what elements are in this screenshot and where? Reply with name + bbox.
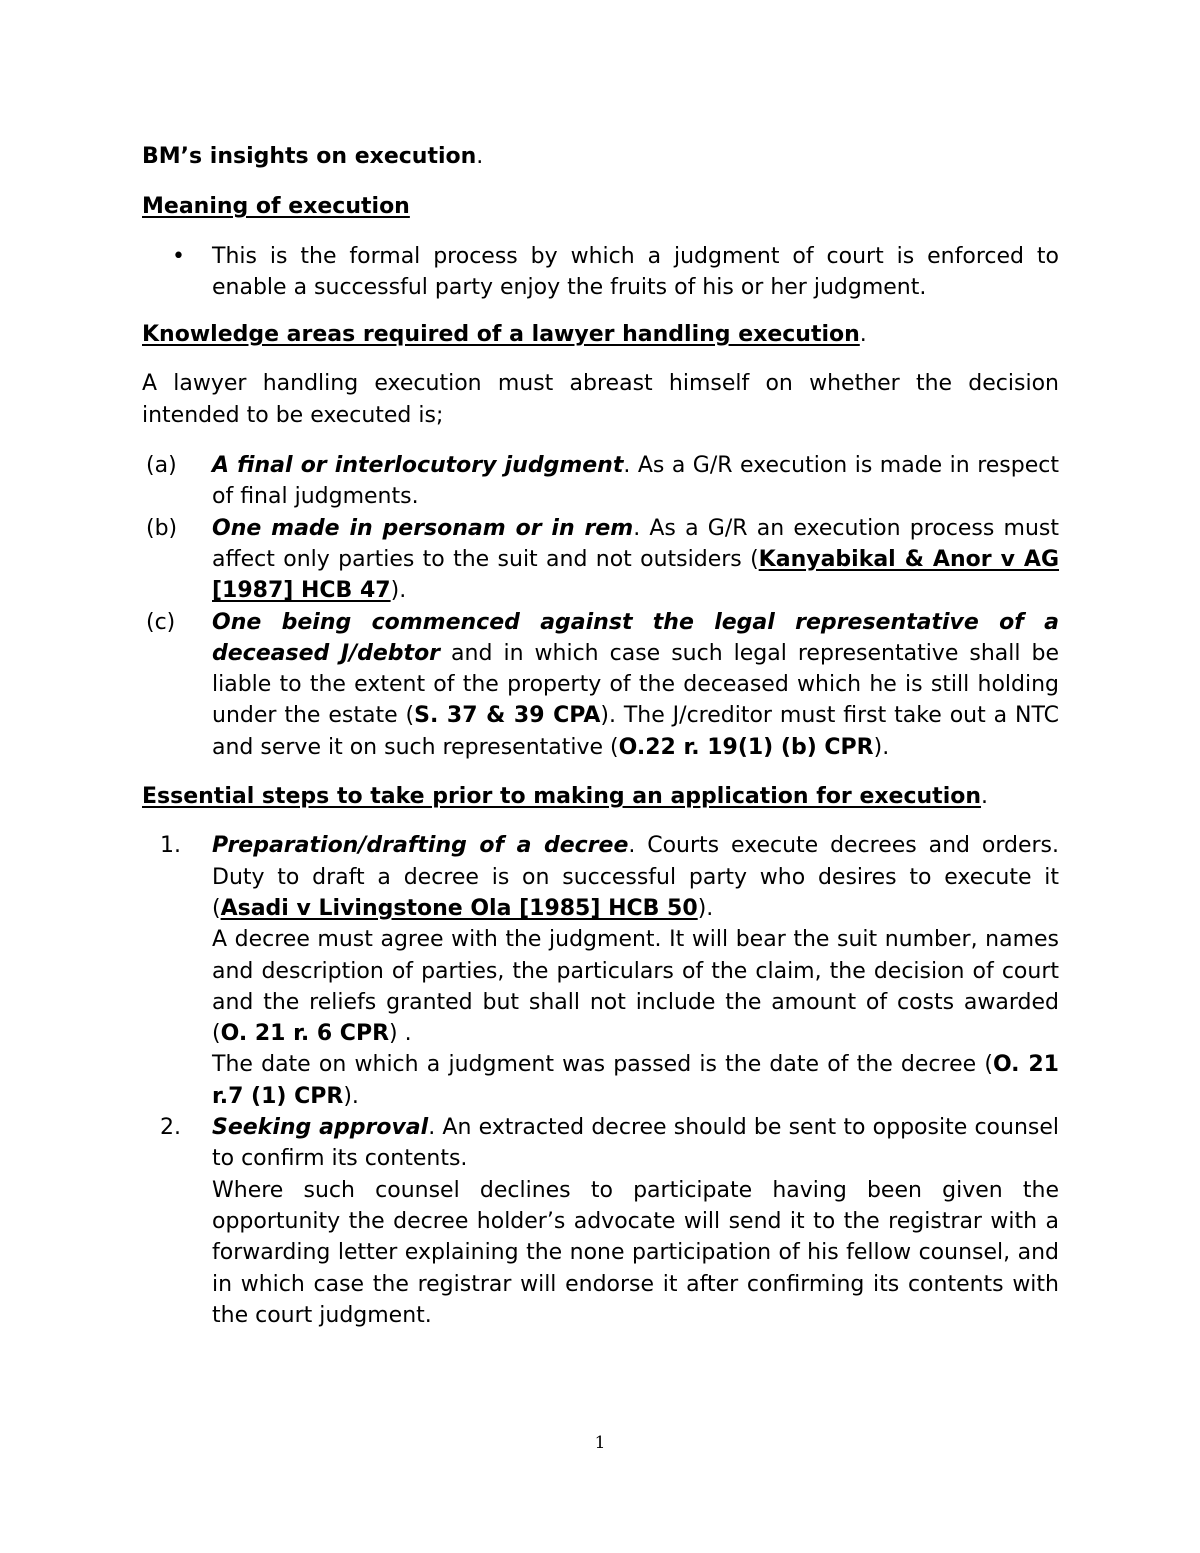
rule-citation: O. 21 r. 6 CPR (220, 1021, 390, 1047)
knowledge-intro: A lawyer handling execution must abreast himself on whether the decision intended to be executed is; (142, 371, 1059, 428)
step-item-2: 2. Seeking approval. An extracted decree should be sent to opposite counsel to confirm its contents. Where such counsel declines to participate having been given the opportunity the decree holder’s advocate will send it to the registrar with a forwarding letter explaining the none participation of his fellow counsel, and in which case the registrar will endorse it after confirming its contents with the court judgment. (160, 1115, 1059, 1328)
case-citation: Asadi v Livingstone Ola [1985] HCB 50 (220, 895, 698, 921)
list-item: • This is the formal process by which a judgment of court is enforced to enable a successful party enjoy the fruits of his or her judgment. (142, 241, 1059, 304)
meaning-list (142, 241, 1059, 304)
list-item-b: (b) One made in personam or in rem. As a G/R an execution process must affect only parties to the suit and not outsiders (Kanyabikal & Anor v AG [1987] HCB 47). (146, 515, 1060, 604)
rule-citation: O.22 r. 19(1) (b) CPR (618, 734, 874, 760)
rule-citation: O. 21 r.7 (1) CPR (212, 1052, 1059, 1109)
page-number: 1 (594, 1433, 606, 1453)
knowledge-list (142, 450, 1059, 763)
heading-essential-steps: Essential steps to take prior to making an application for execution. (142, 784, 989, 810)
document-body (142, 141, 1059, 1331)
list-item-c: (c) One being commenced against the legal representative of a deceased J/debtor and in which case such legal representative shall be liable to the extent of the property of the deceased which he is still holding under the estate (S. 37 & 39 CPA). The J/creditor must first take out a NTC and serve it on such representative (O.22 r. 19(1) (b) CPR). (146, 609, 1059, 760)
step-item-1: 1. Preparation/drafting of a decree. Courts execute decrees and orders. Duty to draft a decree is on successful party who desires to execute it (Asadi v Livingstone Ola [1985] HCB 50). A decree must agree with the judgment. It will bear the suit number, names and description of parties, the particulars of the claim, the decision of court and the reliefs granted but shall not include the amount of costs awarded (O. 21 r. 6 CPR) . The date on which a judgment was passed is the date of the decree (O. 21 r.7 (1) CPR). (160, 833, 1059, 1109)
list-item-a: (a) A final or interlocutory judgment. As a G/R execution is made in respect of final judgments. (146, 453, 1059, 510)
document-title: BM’s insights on execution. (142, 144, 484, 169)
case-citation: Kanyabikal & Anor v AG [1987] HCB 47 (212, 546, 1060, 604)
statute-citation: S. 37 & 39 CPA (414, 703, 601, 729)
heading-meaning: Meaning of execution (142, 194, 410, 220)
heading-knowledge: Knowledge areas required of a lawyer handling execution. (142, 322, 867, 348)
steps-list (142, 830, 1059, 1331)
bullet-icon: • (172, 243, 185, 269)
